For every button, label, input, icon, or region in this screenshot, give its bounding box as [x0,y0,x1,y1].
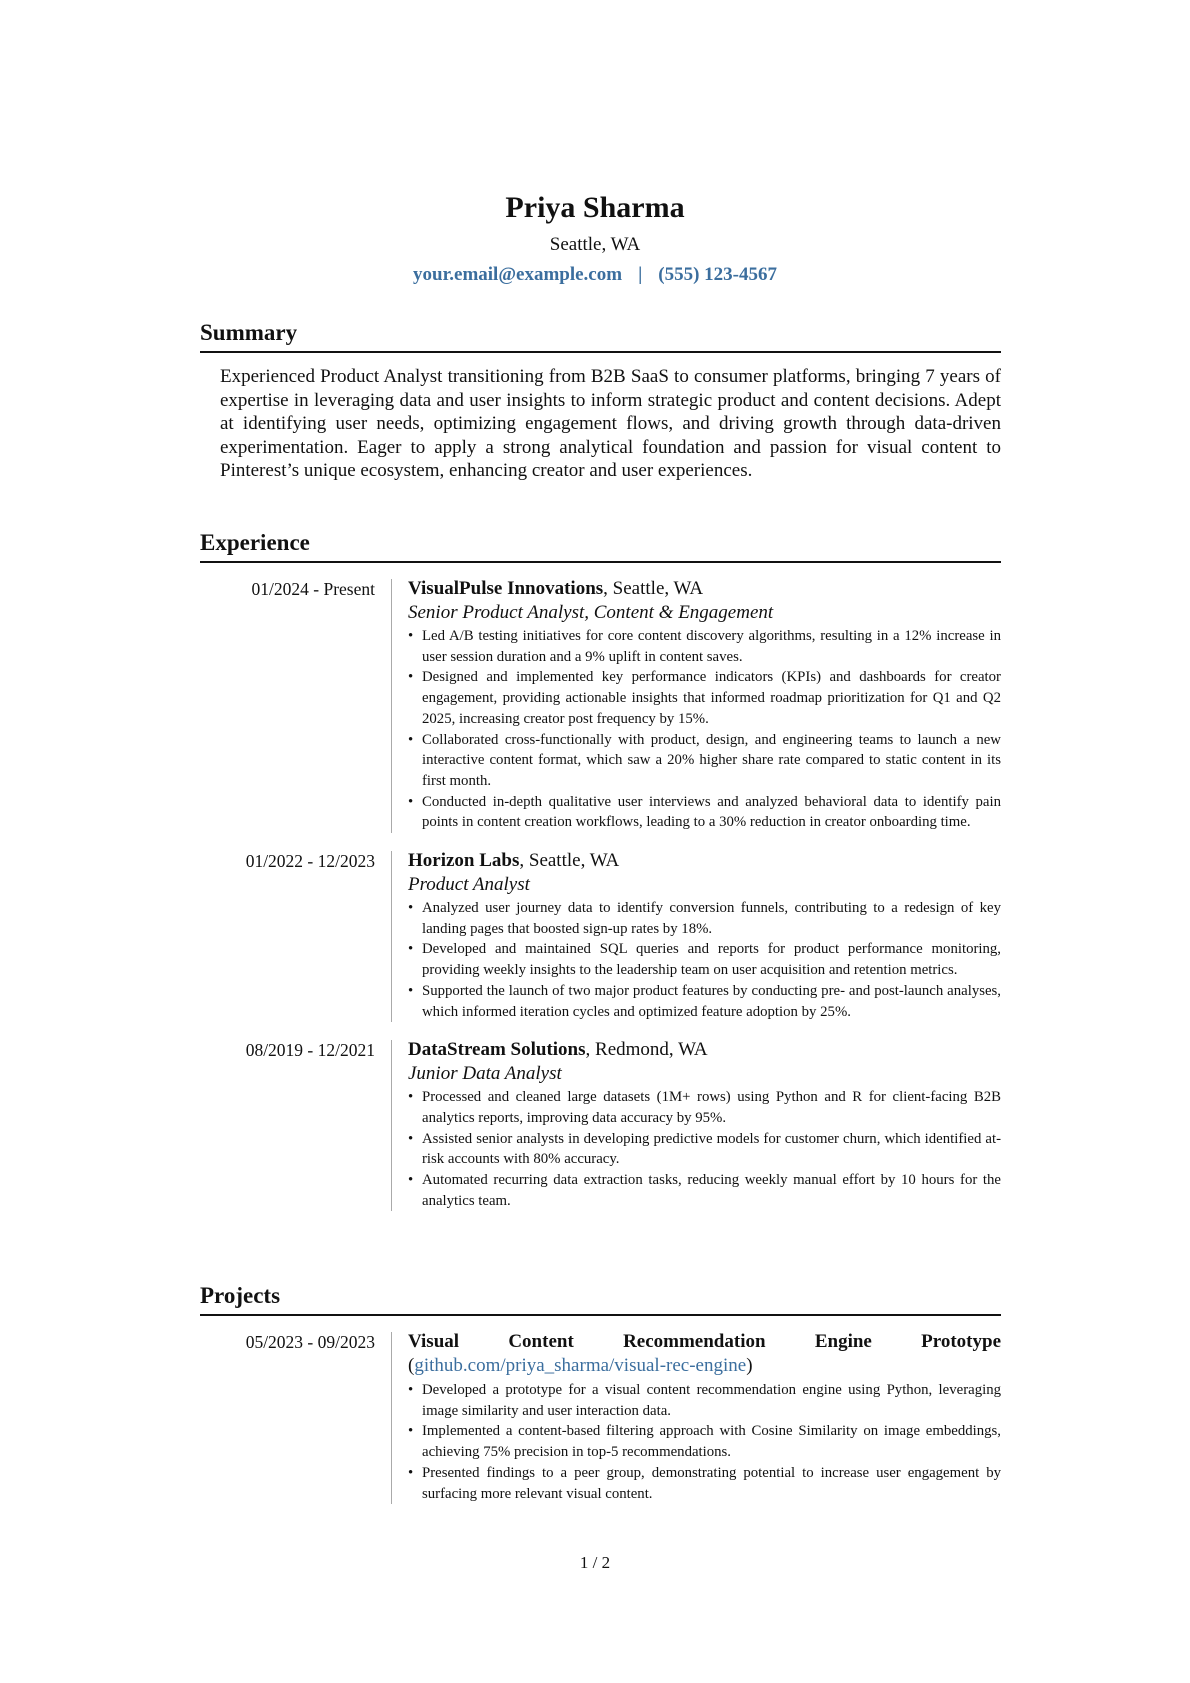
bullet-item: • Implemented a content-based filtering approach with Cosine Similarity on image embeddings, achieving 75% precision in top-5 recommendations. [408,1421,1001,1462]
project-name: Visual Content Recommendation Engine Prototype [408,1331,1001,1352]
candidate-location: Seattle, WA [549,234,641,255]
entry-heading [408,1038,1001,1062]
contact-separator: | [638,264,643,285]
job-title: Senior Product Analyst, Content & Engagement [408,602,774,623]
summary-section [200,318,1001,483]
entry-heading [408,577,1001,601]
bullet-list [408,626,1001,833]
bullet-list [408,1380,1001,1504]
bullet-item: • Automated recurring data extraction tasks, reducing weekly manual effort by 10 hours for the analytics team. [408,1170,1001,1211]
section-title-projects: Projects [200,1281,1001,1316]
projects-section [200,1281,1001,1504]
section-title-summary: Summary [200,318,1001,353]
link-paren-open: ( [408,1355,415,1376]
bullet-item: • Presented findings to a peer group, demonstrating potential to increase user engagement by surfacing more relevant visual content. [408,1463,1001,1504]
entry-dates: 08/2019 - 12/2021 [245,1040,375,1061]
link-paren-close: ) [746,1355,753,1376]
project-link[interactable]: github.com/priya_sharma/visual-rec-engine [414,1355,747,1376]
entry-dates: 01/2024 - Present [251,579,375,599]
experience-entry [200,577,1001,833]
experience-entry [200,1038,1001,1211]
bullet-item: • Conducted in-depth qualitative user interviews and analyzed behavioral data to identify pain points in content creation workflows, leading to a 30% reduction in creator onboarding time. [408,792,1001,833]
job-title: Junior Data Analyst [408,1063,562,1085]
section-title-experience: Experience [200,528,1001,563]
page-number: 1 / 2 [579,1553,611,1572]
project-entry [200,1330,1001,1504]
entry-heading [408,1330,1001,1378]
entry-divider [391,851,392,1022]
resume-header [0,188,1190,288]
entry-heading [408,849,1001,873]
experience-entry [200,849,1001,1022]
bullet-item: • Analyzed user journey data to identify conversion funnels, contributing to a redesign of key landing pages that boosted sign-up rates by 18%. [408,898,1001,939]
company-name: DataStream Solutions [408,1039,586,1061]
phone-link[interactable]: (555) 123-4567 [658,264,777,285]
bullet-item: • Developed and maintained SQL queries and reports for product performance monitoring, providing weekly insights to the leadership team on user acquisition and retention metrics. [408,939,1001,980]
bullet-item: • Supported the launch of two major product features by conducting pre- and post-launch analyses, which informed iteration cycles and optimized feature adoption by 25%. [408,981,1001,1022]
bullet-item: • Developed a prototype for a visual content recommendation engine using Python, leveraging image similarity and user interaction data. [408,1380,1001,1421]
entry-divider [391,1040,392,1211]
entry-divider [391,1332,392,1504]
bullet-item: • Assisted senior analysts in developing predictive models for customer churn, which identified at-risk accounts with 80% accuracy. [408,1129,1001,1170]
contact-line [0,262,1190,288]
company-location: , Seattle, WA [603,578,704,599]
email-link[interactable]: your.email@example.com [413,264,623,285]
company-name: VisualPulse Innovations [408,578,604,599]
experience-section [200,528,1001,1211]
bullet-item: • Designed and implemented key performance indicators (KPIs) and dashboards for creator engagement, providing actionable insights that informed roadmap prioritization for Q1 and Q2 2025, increasing creator post frequency by 15%. [408,667,1001,729]
entry-dates: 05/2023 - 09/2023 [245,1332,375,1352]
bullet-item: • Collaborated cross-functionally with product, design, and engineering teams to launch a new interactive content format, which saw a 20% higher share rate compared to static content in its first month. [408,730,1001,792]
candidate-name: Priya Sharma [505,191,685,224]
job-title: Product Analyst [408,874,530,896]
entry-dates: 01/2022 - 12/2023 [245,851,375,872]
bullet-item: • Led A/B testing initiatives for core content discovery algorithms, resulting in a 12% increase in user session duration and a 9% uplift in content saves. [408,626,1001,667]
summary-text: Experienced Product Analyst transitioning from B2B SaaS to consumer platforms, bringing 7 years of expertise in leveraging data and user insights to inform strategic product and content decisions. Adept at identifying user needs, optimizing engagement flows, and driving growth through data-driven experimentation. Eager to apply a strong analytical foundation and passion for visual content to Pinterest’s unique ecosystem, enhancing creator and user experiences. [220,366,1001,481]
bullet-list [408,1087,1001,1211]
company-location: , Seattle, WA [519,850,620,872]
company-name: Horizon Labs [408,850,520,872]
company-location: , Redmond, WA [585,1039,708,1061]
entry-divider [391,579,392,833]
bullet-item: • Processed and cleaned large datasets (1M+ rows) using Python and R for client-facing B2B analytics reports, improving data accuracy by 95%. [408,1087,1001,1128]
bullet-list [408,898,1001,1022]
